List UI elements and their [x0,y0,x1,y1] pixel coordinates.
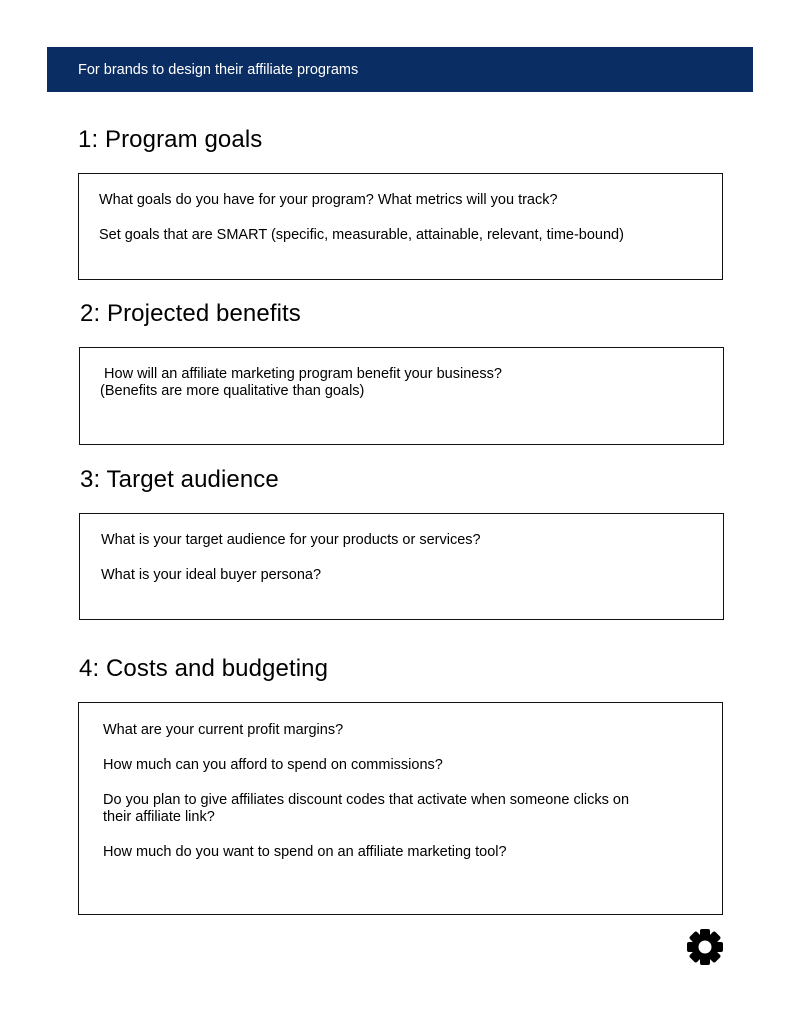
section-3-line-1: What is your target audience for your products or services? [101,532,481,548]
section-3-line-2: What is your ideal buyer persona? [101,567,322,583]
section-1-box [78,173,723,280]
section-4-line-1: What are your current profit margins? [103,722,344,738]
section-3-box [79,513,724,620]
section-1-line-1: What goals do you have for your program? What metrics will you track? [99,192,558,208]
section-4-box [78,702,723,915]
banner-text: For brands to design their affiliate programs [78,61,359,78]
section-2-line-2: (Benefits are more qualitative than goals) [100,383,365,399]
section-4-line-2: How much can you afford to spend on commissions? [103,757,443,773]
gear-logo-icon [686,928,724,966]
top-banner [47,47,753,92]
section-3-heading: 3: Target audience [80,466,279,493]
section-1-heading: 1: Program goals [78,126,263,153]
section-4-line-4: their affiliate link? [103,809,215,825]
section-4-heading: 4: Costs and budgeting [79,655,329,682]
section-2-line-1: How will an affiliate marketing program benefit your business? [100,366,502,382]
section-1-line-2: Set goals that are SMART (specific, measurable, attainable, relevant, time-bound) [99,227,624,243]
section-2-heading: 2: Projected benefits [80,300,301,327]
section-4-line-5: How much do you want to spend on an affiliate marketing tool? [103,844,507,860]
section-2-box [79,347,724,445]
section-4-line-3: Do you plan to give affiliates discount codes that activate when someone clicks on [103,792,630,808]
